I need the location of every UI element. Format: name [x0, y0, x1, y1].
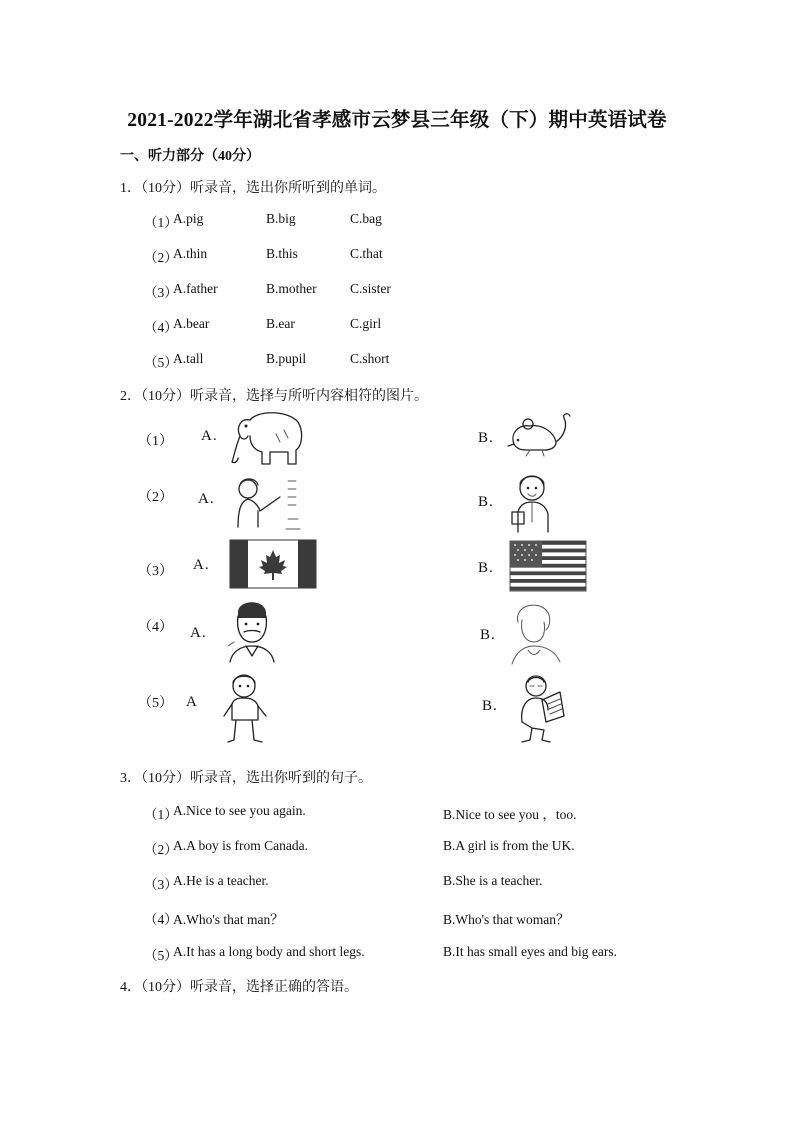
- page-title: 2021-2022学年湖北省孝感市云梦县三年级（下）期中英语试卷: [127, 110, 667, 131]
- q1-row-1-number: （1）: [144, 215, 178, 230]
- question-4: 4．（10分）听录音，选择正确的答语。: [120, 980, 358, 995]
- canada-flag-picture: [230, 540, 316, 588]
- q1-row-5-option-a: A.tall: [173, 351, 204, 366]
- q2-row-3-label-b: B.: [478, 560, 494, 576]
- q1-row-2-option-a: A.thin: [173, 246, 208, 261]
- q3-row-3-option-a: A.He is a teacher.: [173, 873, 269, 888]
- q1-row-4-option-c: C.girl: [350, 316, 382, 331]
- q1-row-3-option-c: C.sister: [350, 281, 391, 296]
- q3-row-5-number: （5）: [144, 948, 178, 963]
- elephant-picture: [230, 406, 306, 468]
- q2-row-2-number: （2）: [138, 490, 173, 505]
- q2-row-5-label-b: B.: [482, 698, 498, 714]
- usa-flag-picture: [510, 541, 586, 591]
- q1-row-5-option-c: C.short: [350, 351, 390, 366]
- q1-row-4-option-a: A.bear: [173, 316, 210, 331]
- q1-row-3-option-a: A.father: [173, 281, 218, 296]
- q1-row-1-option-a: A.pig: [173, 211, 204, 226]
- q2-row-4-label-a: A.: [190, 625, 207, 641]
- q2-row-2-label-b: B.: [478, 494, 494, 510]
- boy-student-picture: [508, 472, 560, 536]
- man-picture: [226, 598, 278, 664]
- q1-row-5-number: （5）: [144, 355, 178, 370]
- q3-row-2-option-b: B.A girl is from the UK.: [443, 838, 575, 853]
- q2-row-1-label-b: B.: [478, 430, 494, 446]
- q3-row-4-number: （4）: [144, 912, 178, 927]
- question-1: 1．（10分）听录音，选出你所听到的单词。: [120, 181, 386, 196]
- grandpa-reading-picture: [512, 672, 572, 744]
- q3-row-5-option-b: B.It has small eyes and big ears.: [443, 944, 617, 959]
- q3-row-5-option-a: A.It has a long body and short legs.: [173, 944, 365, 959]
- q1-row-5-option-b: B.pupil: [266, 351, 307, 366]
- mouse-picture: [506, 410, 572, 460]
- q1-row-2-option-c: C.that: [350, 246, 383, 261]
- q3-row-4-option-b: B.Who's that woman？: [443, 912, 570, 927]
- q1-row-2-number: （2）: [144, 250, 178, 265]
- q3-row-2-number: （2）: [144, 842, 178, 857]
- teacher-picture: [230, 475, 300, 531]
- q1-row-3-option-b: B.mother: [266, 281, 317, 296]
- q3-row-2-option-a: A.A boy is from Canada.: [173, 838, 308, 853]
- woman-picture: [506, 600, 566, 666]
- boy-picture: [220, 672, 270, 744]
- q2-row-1-number: （1）: [138, 434, 173, 449]
- q1-row-1-option-b: B.big: [266, 211, 296, 226]
- q2-row-1-label-a: A.: [201, 428, 218, 444]
- q2-row-3-label-a: A.: [193, 557, 210, 573]
- q3-row-1-option-a: A.Nice to see you again.: [173, 803, 306, 818]
- q1-row-4-number: （4）: [144, 320, 178, 335]
- q3-row-4-option-a: A.Who's that man？: [173, 912, 284, 927]
- q2-row-2-label-a: A.: [198, 491, 215, 507]
- q3-row-1-number: （1）: [144, 807, 178, 822]
- q2-row-3-number: （3）: [138, 564, 173, 579]
- q3-row-1-option-b: B.Nice to see you ，too.: [443, 807, 577, 822]
- q2-row-5-label-a: A: [186, 694, 198, 710]
- q3-row-3-number: （3）: [144, 877, 178, 892]
- q2-row-4-label-b: B.: [480, 627, 496, 643]
- q1-row-2-option-b: B.this: [266, 246, 298, 261]
- q3-row-3-option-b: B.She is a teacher.: [443, 873, 543, 888]
- question-3: 3．（10分）听录音，选出你听到的句子。: [120, 771, 372, 786]
- q2-row-5-number: （5）: [138, 696, 173, 711]
- q1-row-1-option-c: C.bag: [350, 211, 382, 226]
- q1-row-3-number: （3）: [144, 285, 178, 300]
- q2-row-4-number: （4）: [138, 620, 173, 635]
- question-2: 2．（10分）听录音，选择与所听内容相符的图片。: [120, 389, 428, 404]
- q1-row-4-option-b: B.ear: [266, 316, 295, 331]
- section-heading: 一、听力部分（40分）: [120, 149, 260, 164]
